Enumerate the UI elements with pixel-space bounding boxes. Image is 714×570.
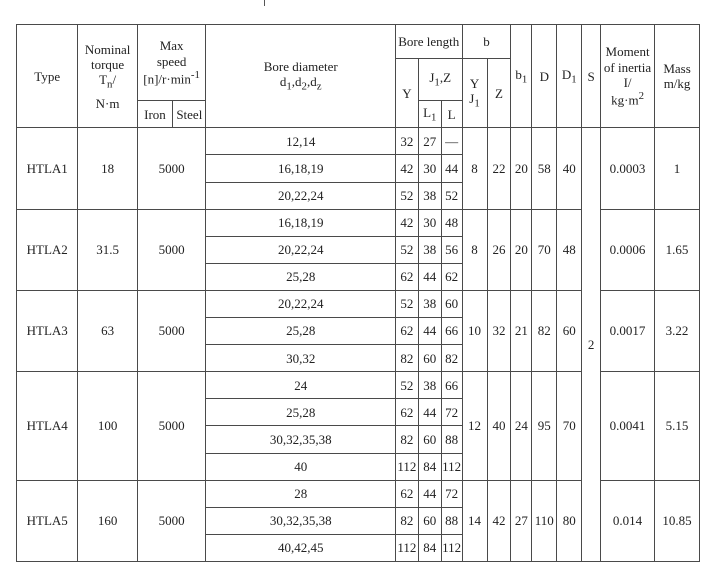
cell-max-speed: 5000	[137, 480, 206, 561]
cell-mass: 5.15	[655, 372, 700, 480]
cell-length-l: 48	[441, 209, 462, 236]
cell-b1: 27	[511, 480, 532, 561]
cell-length-y: 62	[395, 263, 418, 290]
cell-length-l: 88	[441, 426, 462, 453]
header-y: Y	[395, 59, 418, 128]
cell-length-l1: 38	[418, 236, 441, 263]
cell-length-l: 82	[441, 345, 462, 372]
cell-bore-diameter: 16,18,19	[206, 155, 395, 182]
cell-mass: 1	[655, 128, 700, 209]
cell-length-y: 52	[395, 182, 418, 209]
cell-mass: 10.85	[655, 480, 700, 561]
cell-b-z: 22	[487, 128, 511, 209]
cell-length-y: 62	[395, 480, 418, 507]
cell-moment: 0.0003	[600, 128, 654, 209]
cell-D: 95	[532, 372, 557, 480]
cell-length-l: 66	[441, 372, 462, 399]
cell-length-y: 52	[395, 290, 418, 317]
cell-S: 2	[582, 128, 601, 562]
cell-moment: 0.0017	[600, 290, 654, 371]
table-row	[17, 128, 700, 155]
cell-bore-diameter: 40	[206, 453, 395, 480]
header-max-speed: Max speed $[n]/r\cdot\min^{-1}$	[137, 25, 206, 101]
cell-bore-diameter: 25,28	[206, 399, 395, 426]
cell-length-y: 42	[395, 209, 418, 236]
cell-length-l1: 84	[418, 534, 441, 561]
cell-length-l: 66	[441, 318, 462, 345]
cell-mass: 3.22	[655, 290, 700, 371]
header-b-z: Z	[487, 59, 511, 128]
cell-length-l: 72	[441, 480, 462, 507]
cell-bore-diameter: 28	[206, 480, 395, 507]
cell-bore-diameter: 20,22,24	[206, 290, 395, 317]
cell-D1: 70	[557, 372, 582, 480]
cell-b-yj1: 8	[462, 128, 487, 209]
cell-length-l1: 30	[418, 155, 441, 182]
cell-length-l: 112	[441, 534, 462, 561]
cell-length-y: 112	[395, 534, 418, 561]
cell-length-y: 82	[395, 426, 418, 453]
header-b1: $b_1$	[511, 25, 532, 128]
cell-bore-diameter: 12,14	[206, 128, 395, 155]
cell-max-speed: 5000	[137, 128, 206, 209]
header-S: S	[582, 25, 601, 128]
cell-max-speed: 5000	[137, 209, 206, 290]
coupling-spec-table	[16, 24, 700, 562]
cell-length-l: 56	[441, 236, 462, 263]
cell-length-y: 32	[395, 128, 418, 155]
cell-length-y: 62	[395, 399, 418, 426]
cell-b-z: 26	[487, 209, 511, 290]
cell-bore-diameter: 25,28	[206, 263, 395, 290]
cell-length-y: 62	[395, 318, 418, 345]
cell-length-l1: 60	[418, 345, 441, 372]
cell-D: 58	[532, 128, 557, 209]
cell-length-l: 60	[441, 290, 462, 317]
cell-bore-diameter: 20,22,24	[206, 182, 395, 209]
cell-length-l: 88	[441, 507, 462, 534]
header-bore-diameter: Bore diameter $d_1,d_2,d_z$	[206, 25, 395, 128]
cell-D: 82	[532, 290, 557, 371]
header-mass: Mass m/kg	[655, 25, 700, 128]
cell-max-speed: 5000	[137, 372, 206, 480]
cell-type: HTLA2	[17, 209, 78, 290]
cell-bore-diameter: 25,28	[206, 318, 395, 345]
cell-length-l1: 44	[418, 318, 441, 345]
cell-length-l1: 38	[418, 372, 441, 399]
header-type: Type	[17, 25, 78, 128]
cell-length-l: 52	[441, 182, 462, 209]
cell-length-y: 42	[395, 155, 418, 182]
cell-length-l: 112	[441, 453, 462, 480]
cell-length-l1: 38	[418, 290, 441, 317]
header-steel: Steel	[173, 101, 206, 128]
cell-torque: 31.5	[78, 209, 137, 290]
cell-moment: 0.0041	[600, 372, 654, 480]
cell-mass: 1.65	[655, 209, 700, 290]
header-j1z: $J_1,Z$	[418, 59, 462, 101]
cell-D1: 60	[557, 290, 582, 371]
cell-D1: 80	[557, 480, 582, 561]
header-l1: $L_1$	[418, 101, 441, 128]
cell-length-l1: 27	[418, 128, 441, 155]
header-iron: Iron	[137, 101, 172, 128]
cell-bore-diameter: 24	[206, 372, 395, 399]
cell-length-l1: 30	[418, 209, 441, 236]
cell-torque: 100	[78, 372, 137, 480]
cell-length-l1: 38	[418, 182, 441, 209]
cell-length-l1: 44	[418, 399, 441, 426]
cell-length-l1: 60	[418, 507, 441, 534]
cell-bore-diameter: 30,32,35,38	[206, 426, 395, 453]
cell-b-z: 42	[487, 480, 511, 561]
cell-b1: 21	[511, 290, 532, 371]
cell-torque: 160	[78, 480, 137, 561]
cell-b1: 24	[511, 372, 532, 480]
cell-bore-diameter: 30,32	[206, 345, 395, 372]
cell-b-yj1: 8	[462, 209, 487, 290]
header-D1: $D_1$	[557, 25, 582, 128]
cell-b-yj1: 12	[462, 372, 487, 480]
cell-type: HTLA1	[17, 128, 78, 209]
cell-length-l1: 44	[418, 263, 441, 290]
cell-D: 70	[532, 209, 557, 290]
cell-length-y: 52	[395, 236, 418, 263]
cell-length-l1: 60	[418, 426, 441, 453]
cell-b1: 20	[511, 128, 532, 209]
cell-max-speed: 5000	[137, 290, 206, 371]
header-l: L	[441, 101, 462, 128]
cell-length-l1: 44	[418, 480, 441, 507]
cell-length-l: 44	[441, 155, 462, 182]
cell-type: HTLA3	[17, 290, 78, 371]
cell-type: HTLA4	[17, 372, 78, 480]
cell-bore-diameter: 20,22,24	[206, 236, 395, 263]
cell-torque: 18	[78, 128, 137, 209]
cell-type: HTLA5	[17, 480, 78, 561]
header-bore-length: Bore length	[395, 25, 462, 59]
page-top-tick	[264, 0, 265, 6]
cell-length-l: 62	[441, 263, 462, 290]
cell-length-l: 72	[441, 399, 462, 426]
header-D: D	[532, 25, 557, 128]
cell-bore-diameter: 16,18,19	[206, 209, 395, 236]
cell-moment: 0.0006	[600, 209, 654, 290]
cell-length-y: 52	[395, 372, 418, 399]
cell-b1: 20	[511, 209, 532, 290]
cell-D1: 40	[557, 128, 582, 209]
cell-length-y: 112	[395, 453, 418, 480]
cell-D1: 48	[557, 209, 582, 290]
header-b: b	[462, 25, 511, 59]
header-b-yj1: Y $J_1$	[462, 59, 487, 128]
cell-bore-diameter: 40,42,45	[206, 534, 395, 561]
cell-b-z: 32	[487, 290, 511, 371]
cell-b-yj1: 14	[462, 480, 487, 561]
cell-length-l: —	[441, 128, 462, 155]
cell-moment: 0.014	[600, 480, 654, 561]
cell-b-z: 40	[487, 372, 511, 480]
cell-torque: 63	[78, 290, 137, 371]
header-moment-of-inertia: Moment of inertia I/ $kg\cdot m^2$	[600, 25, 654, 128]
cell-length-y: 82	[395, 507, 418, 534]
cell-length-l1: 84	[418, 453, 441, 480]
cell-D: 110	[532, 480, 557, 561]
cell-b-yj1: 10	[462, 290, 487, 371]
header-nominal-torque: Nominal torque $T_n/$ N·m	[78, 25, 137, 128]
cell-length-y: 82	[395, 345, 418, 372]
cell-bore-diameter: 30,32,35,38	[206, 507, 395, 534]
